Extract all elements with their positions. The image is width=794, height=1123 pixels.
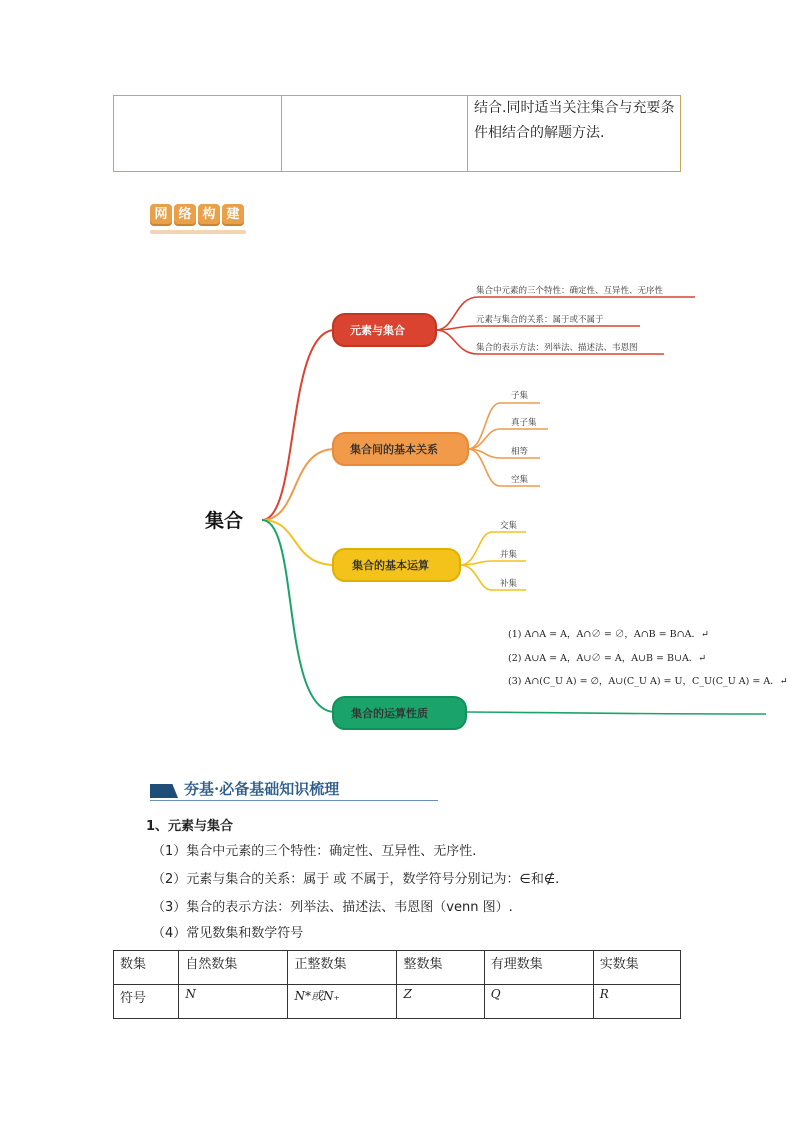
table-row <box>114 985 681 1019</box>
connector-b1-l1 <box>436 297 695 330</box>
fragment-line-2: 件相结合的解题方法. <box>474 125 605 141</box>
table-row <box>114 951 681 985</box>
leaf-b3-2: 并集 <box>500 550 518 560</box>
header-cell: 数集 <box>114 951 179 985</box>
section-title: 夯基·必备基础知识梳理 <box>184 780 340 798</box>
header-cell: 整数集 <box>397 951 484 985</box>
root-label: 集合 <box>205 510 244 532</box>
badge-char-2: 络 <box>174 204 196 226</box>
branch-label-4: 集合的运算性质 <box>351 707 428 720</box>
number-set-table <box>113 950 681 1019</box>
header-cell: 正整数集 <box>288 951 397 985</box>
item-1: （1）集合中元素的三个特性：确定性、互异性、无序性. <box>152 844 477 859</box>
row-label-cell: 符号 <box>114 985 179 1019</box>
leaf-b3-1: 交集 <box>500 521 518 531</box>
header-cell: 自然数集 <box>179 951 288 985</box>
symbol-cell: Q <box>484 985 593 1019</box>
leaf-b1-3: 集合的表示方法：列举法、描述法、韦恩图 <box>476 343 638 353</box>
fragment-line-1: 结合.同时适当关注集合与充要条 <box>474 100 675 116</box>
leaf-b2-3: 相等 <box>511 447 529 457</box>
leaf-b3-3: 补集 <box>500 579 518 589</box>
symbol-cell: N*或N₊ <box>288 985 397 1019</box>
connector-b1-l2 <box>436 326 640 330</box>
branch-label-3: 集合的基本运算 <box>352 559 429 572</box>
formula-2: (2) A∪A = A，A∪∅ = A，A∪B = B∪A．↵ <box>508 653 707 664</box>
header-cell: 实数集 <box>593 951 680 985</box>
connector-b2-l4 <box>468 449 540 486</box>
heading-elements-and-sets: 1、元素与集合 <box>146 819 234 834</box>
leaf-b2-1: 子集 <box>511 391 529 401</box>
leaf-b1-1: 集合中元素的三个特性：确定性、互异性、无序性 <box>476 286 664 296</box>
leaf-b2-4: 空集 <box>511 475 529 485</box>
item-2: （2）元素与集合的关系：属于 或 不属于，数学符号分别记为：∈和∉. <box>152 872 560 887</box>
connector-root-b4 <box>262 520 335 712</box>
symbol-cell: N <box>179 985 288 1019</box>
formula-1: (1) A∩A = A，A∩∅ = ∅，A∩B = B∩A．↵ <box>508 629 709 640</box>
item-3: （3）集合的表示方法：列举法、描述法、韦恩图（venn 图）. <box>152 900 513 915</box>
connector-root-b2 <box>262 449 335 520</box>
badge-char-3: 构 <box>198 204 220 226</box>
symbol-cell: R <box>593 985 680 1019</box>
branch-label-2: 集合间的基本关系 <box>350 443 438 456</box>
badge-char-1: 网 <box>150 204 172 226</box>
branch-label-1: 元素与集合 <box>350 324 405 337</box>
connector-root-b1 <box>262 330 335 520</box>
section-marker-icon <box>150 784 178 798</box>
connector-b3-l1 <box>460 532 526 565</box>
header-cell: 有理数集 <box>484 951 593 985</box>
formula-3: (3) A∩(C_U A) = ∅，A∪(C_U A) = U，C_U(C_U A) = A．↵ <box>508 676 788 687</box>
connector-b4-tail <box>466 712 766 714</box>
symbol-cell: Z <box>397 985 484 1019</box>
badge-char-4: 建 <box>222 204 244 226</box>
leaf-b2-2: 真子集 <box>511 418 537 428</box>
item-4: （4）常见数集和数学符号 <box>152 926 304 941</box>
leaf-b1-2: 元素与集合的关系：属于或不属于 <box>476 315 604 325</box>
section-underline <box>150 800 438 801</box>
